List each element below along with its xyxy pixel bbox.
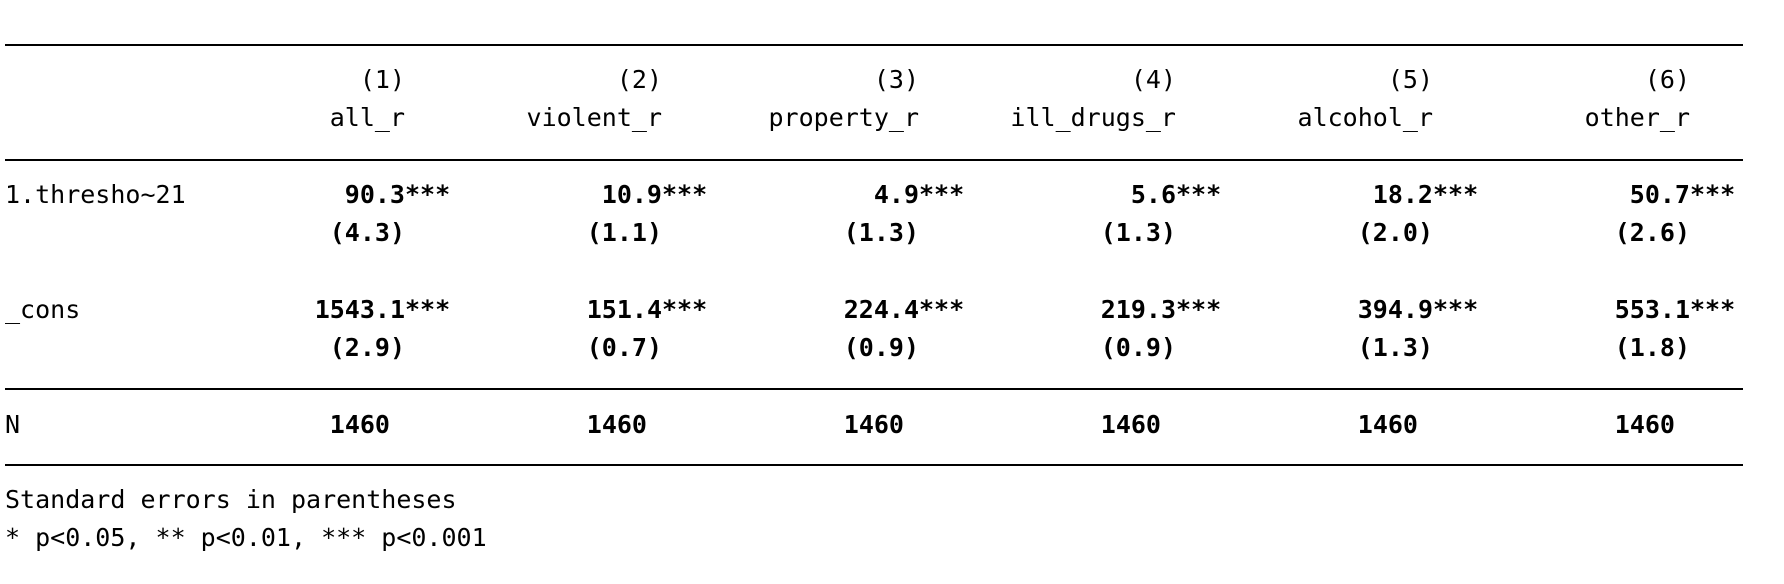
bottom-rule — [5, 464, 1743, 466]
top-rule — [5, 44, 1743, 46]
coefficient-value: 219.3 — [1100, 295, 1176, 324]
standard-error-value: (1.3) — [843, 218, 919, 247]
column-name: all_r — [329, 103, 405, 132]
column-number: (5) — [1387, 65, 1433, 94]
significance-stars: *** — [919, 295, 965, 324]
standard-error-value: (4.3) — [329, 218, 405, 247]
significance-stars: *** — [1433, 295, 1479, 324]
coefficient-value: 5.6 — [1130, 180, 1176, 209]
n-value: 1460 — [1357, 410, 1418, 439]
coefficient-value: 90.3 — [344, 180, 405, 209]
column-name: ill_drugs_r — [1010, 103, 1176, 132]
significance-stars: *** — [662, 180, 708, 209]
row-label: 1.thresho~21 — [5, 180, 186, 209]
coefficient-value: 224.4 — [843, 295, 919, 324]
row-label: _cons — [5, 295, 81, 324]
n-row-label: N — [5, 410, 21, 439]
coefficient-value: 151.4 — [586, 295, 662, 324]
coefficient-value: 1543.1 — [314, 295, 405, 324]
column-number: (2) — [616, 65, 662, 94]
significance-stars: *** — [405, 180, 451, 209]
column-number: (1) — [359, 65, 405, 94]
n-value: 1460 — [1100, 410, 1161, 439]
significance-stars: *** — [405, 295, 451, 324]
significance-stars: *** — [919, 180, 965, 209]
coefficient-value: 50.7 — [1629, 180, 1690, 209]
header-rule — [5, 159, 1743, 161]
significance-stars: *** — [662, 295, 708, 324]
note-significance: * p<0.05, ** p<0.01, *** p<0.001 — [5, 523, 487, 552]
significance-stars: *** — [1176, 180, 1222, 209]
column-name: property_r — [768, 103, 919, 132]
n-value: 1460 — [1614, 410, 1675, 439]
standard-error-value: (1.1) — [586, 218, 662, 247]
standard-error-value: (1.3) — [1357, 333, 1433, 362]
n-value: 1460 — [329, 410, 390, 439]
coefficient-value: 18.2 — [1372, 180, 1433, 209]
coefficient-value: 10.9 — [601, 180, 662, 209]
note-standard-errors: Standard errors in parentheses — [5, 485, 457, 514]
standard-error-value: (1.8) — [1614, 333, 1690, 362]
column-number: (4) — [1130, 65, 1176, 94]
significance-stars: *** — [1433, 180, 1479, 209]
n-value: 1460 — [843, 410, 904, 439]
standard-error-value: (2.6) — [1614, 218, 1690, 247]
coefficient-value: 394.9 — [1357, 295, 1433, 324]
column-number: (6) — [1644, 65, 1690, 94]
standard-error-value: (0.9) — [843, 333, 919, 362]
n-value: 1460 — [586, 410, 647, 439]
standard-error-value: (2.0) — [1357, 218, 1433, 247]
standard-error-value: (1.3) — [1100, 218, 1176, 247]
significance-stars: *** — [1690, 295, 1736, 324]
column-name: other_r — [1584, 103, 1690, 132]
coefficient-value: 4.9 — [873, 180, 919, 209]
column-name: alcohol_r — [1297, 103, 1433, 132]
column-name: violent_r — [526, 103, 662, 132]
standard-error-value: (2.9) — [329, 333, 405, 362]
coefficient-value: 553.1 — [1614, 295, 1690, 324]
stats-rule — [5, 388, 1743, 390]
significance-stars: *** — [1690, 180, 1736, 209]
column-number: (3) — [873, 65, 919, 94]
significance-stars: *** — [1176, 295, 1222, 324]
standard-error-value: (0.7) — [586, 333, 662, 362]
standard-error-value: (0.9) — [1100, 333, 1176, 362]
